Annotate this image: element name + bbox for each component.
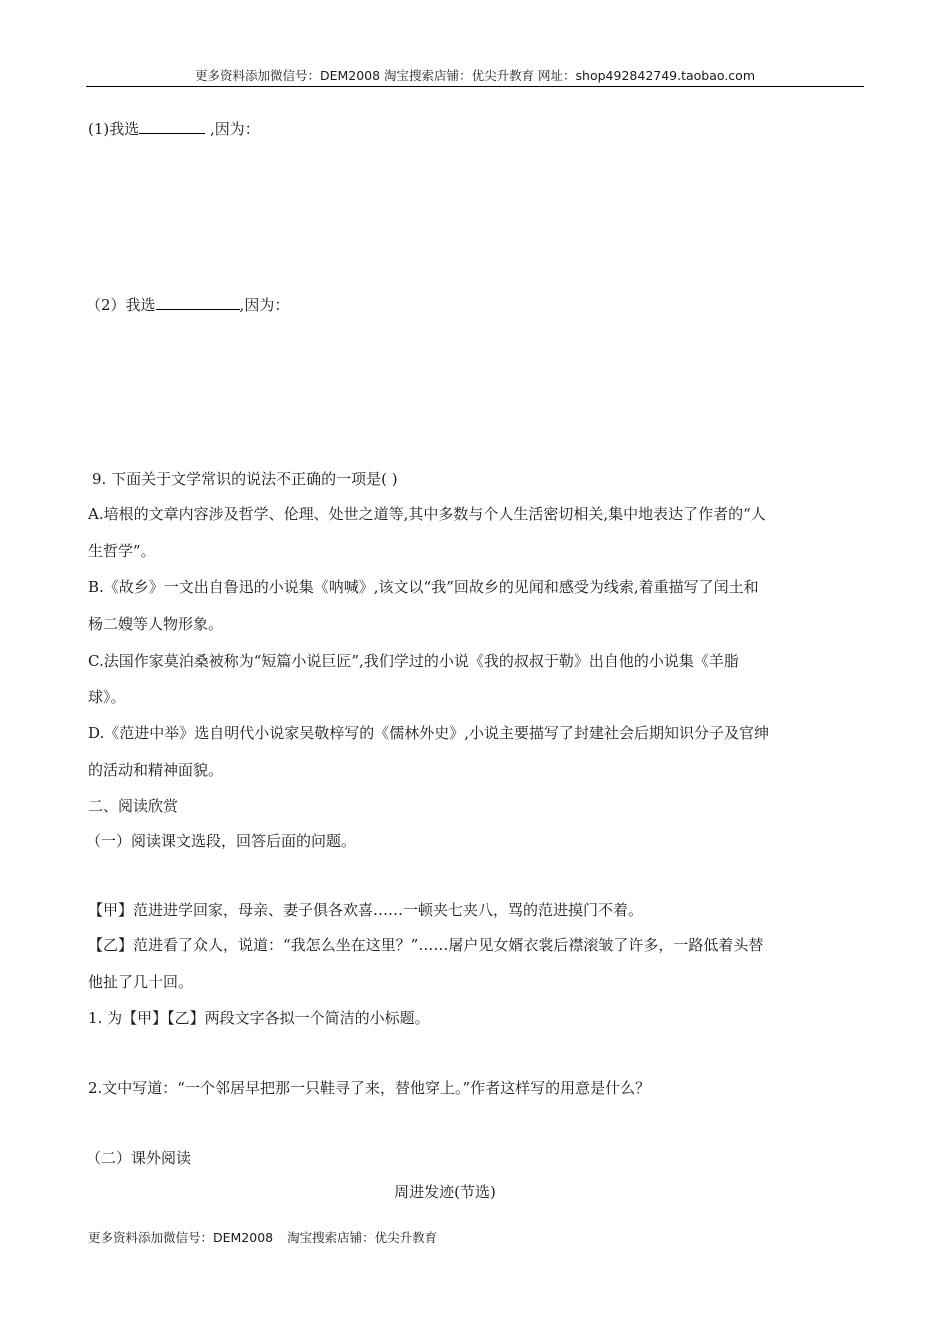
header-rule (86, 86, 864, 87)
q9-option-b-line1: B.《故乡》一文出自鲁迅的小说集《呐喊》,该文以“我”回故乡的见闻和感受为线索,着重描写了闰土和 (88, 578, 759, 596)
footer-wechat: 更多资料添加微信号：DEM2008 (88, 1230, 274, 1245)
passage-yi-line2: 他扯了几十回。 (88, 973, 194, 991)
section-title-reading: 二、阅读欣赏 (88, 797, 179, 815)
page-header: 更多资料添加微信号：DEM2008 淘宝搜索店铺：优尖升教育 网址：shop492842749.taobao.com (194, 68, 756, 83)
reading-question-1: 1. 为【甲】【乙】两段文字各拟一个简洁的小标题。 (88, 1009, 430, 1027)
q9-option-a-line1: A.培根的文章内容涉及哲学、伦理、处世之道等,其中多数与个人生活密切相关,集中地表达了作者的“人 (88, 505, 766, 523)
q9-option-d-line1: D.《范进中举》选自明代小说家吴敬梓写的《儒林外史》,小说主要描写了封建社会后期知识分子及官绅 (88, 724, 770, 742)
q8-choice-1-blank[interactable] (139, 119, 205, 134)
q8-choice-1-because: ,因为： (205, 120, 260, 138)
q8-choice-2-because: ,因为： (239, 296, 290, 314)
footer-shop: 淘宝搜索店铺：优尖升教育 (287, 1230, 438, 1245)
q8-choice-2-blank[interactable] (156, 295, 240, 310)
q8-choice-1 (88, 118, 260, 139)
page-footer (88, 1228, 437, 1246)
q9-stem: 9. 下面关于文学常识的说法不正确的一项是( ) (92, 470, 398, 488)
passage-yi-line1: 【乙】范进看了众人，说道：“我怎么坐在这里？”……屠户见女婿衣裳后襟滚皱了许多，一路低着头替 (88, 936, 764, 954)
passage-title: 周进发迹(节选) (394, 1183, 496, 1201)
reading-question-2: 2.文中写道：“一个邻居早把那一只鞋寻了来，替他穿上。”作者这样写的用意是什么？ (88, 1079, 651, 1097)
q8-choice-2 (86, 294, 289, 315)
q9-option-a-line2: 生哲学”。 (88, 542, 156, 560)
q9-option-d-line2: 的活动和精神面貌。 (88, 761, 224, 779)
q8-choice-1-label: (1)我选 (88, 120, 140, 138)
part1-title: （一）阅读课文选段，回答后面的问题。 (86, 832, 357, 850)
q9-option-b-line2: 杨二嫂等人物形象。 (88, 615, 224, 633)
q9-option-c-line1: C.法国作家莫泊桑被称为“短篇小说巨匠”,我们学过的小说《我的叔叔于勒》出自他的小说集《羊脂 (88, 652, 739, 670)
q9-option-c-line2: 球》。 (88, 688, 126, 706)
q8-choice-2-label: （2）我选 (86, 296, 156, 314)
part2-title: （二）课外阅读 (86, 1149, 192, 1167)
passage-jia: 【甲】范进进学回家，母亲、妻子俱各欢喜……一顿夹七夹八，骂的范进摸门不着。 (88, 901, 644, 919)
